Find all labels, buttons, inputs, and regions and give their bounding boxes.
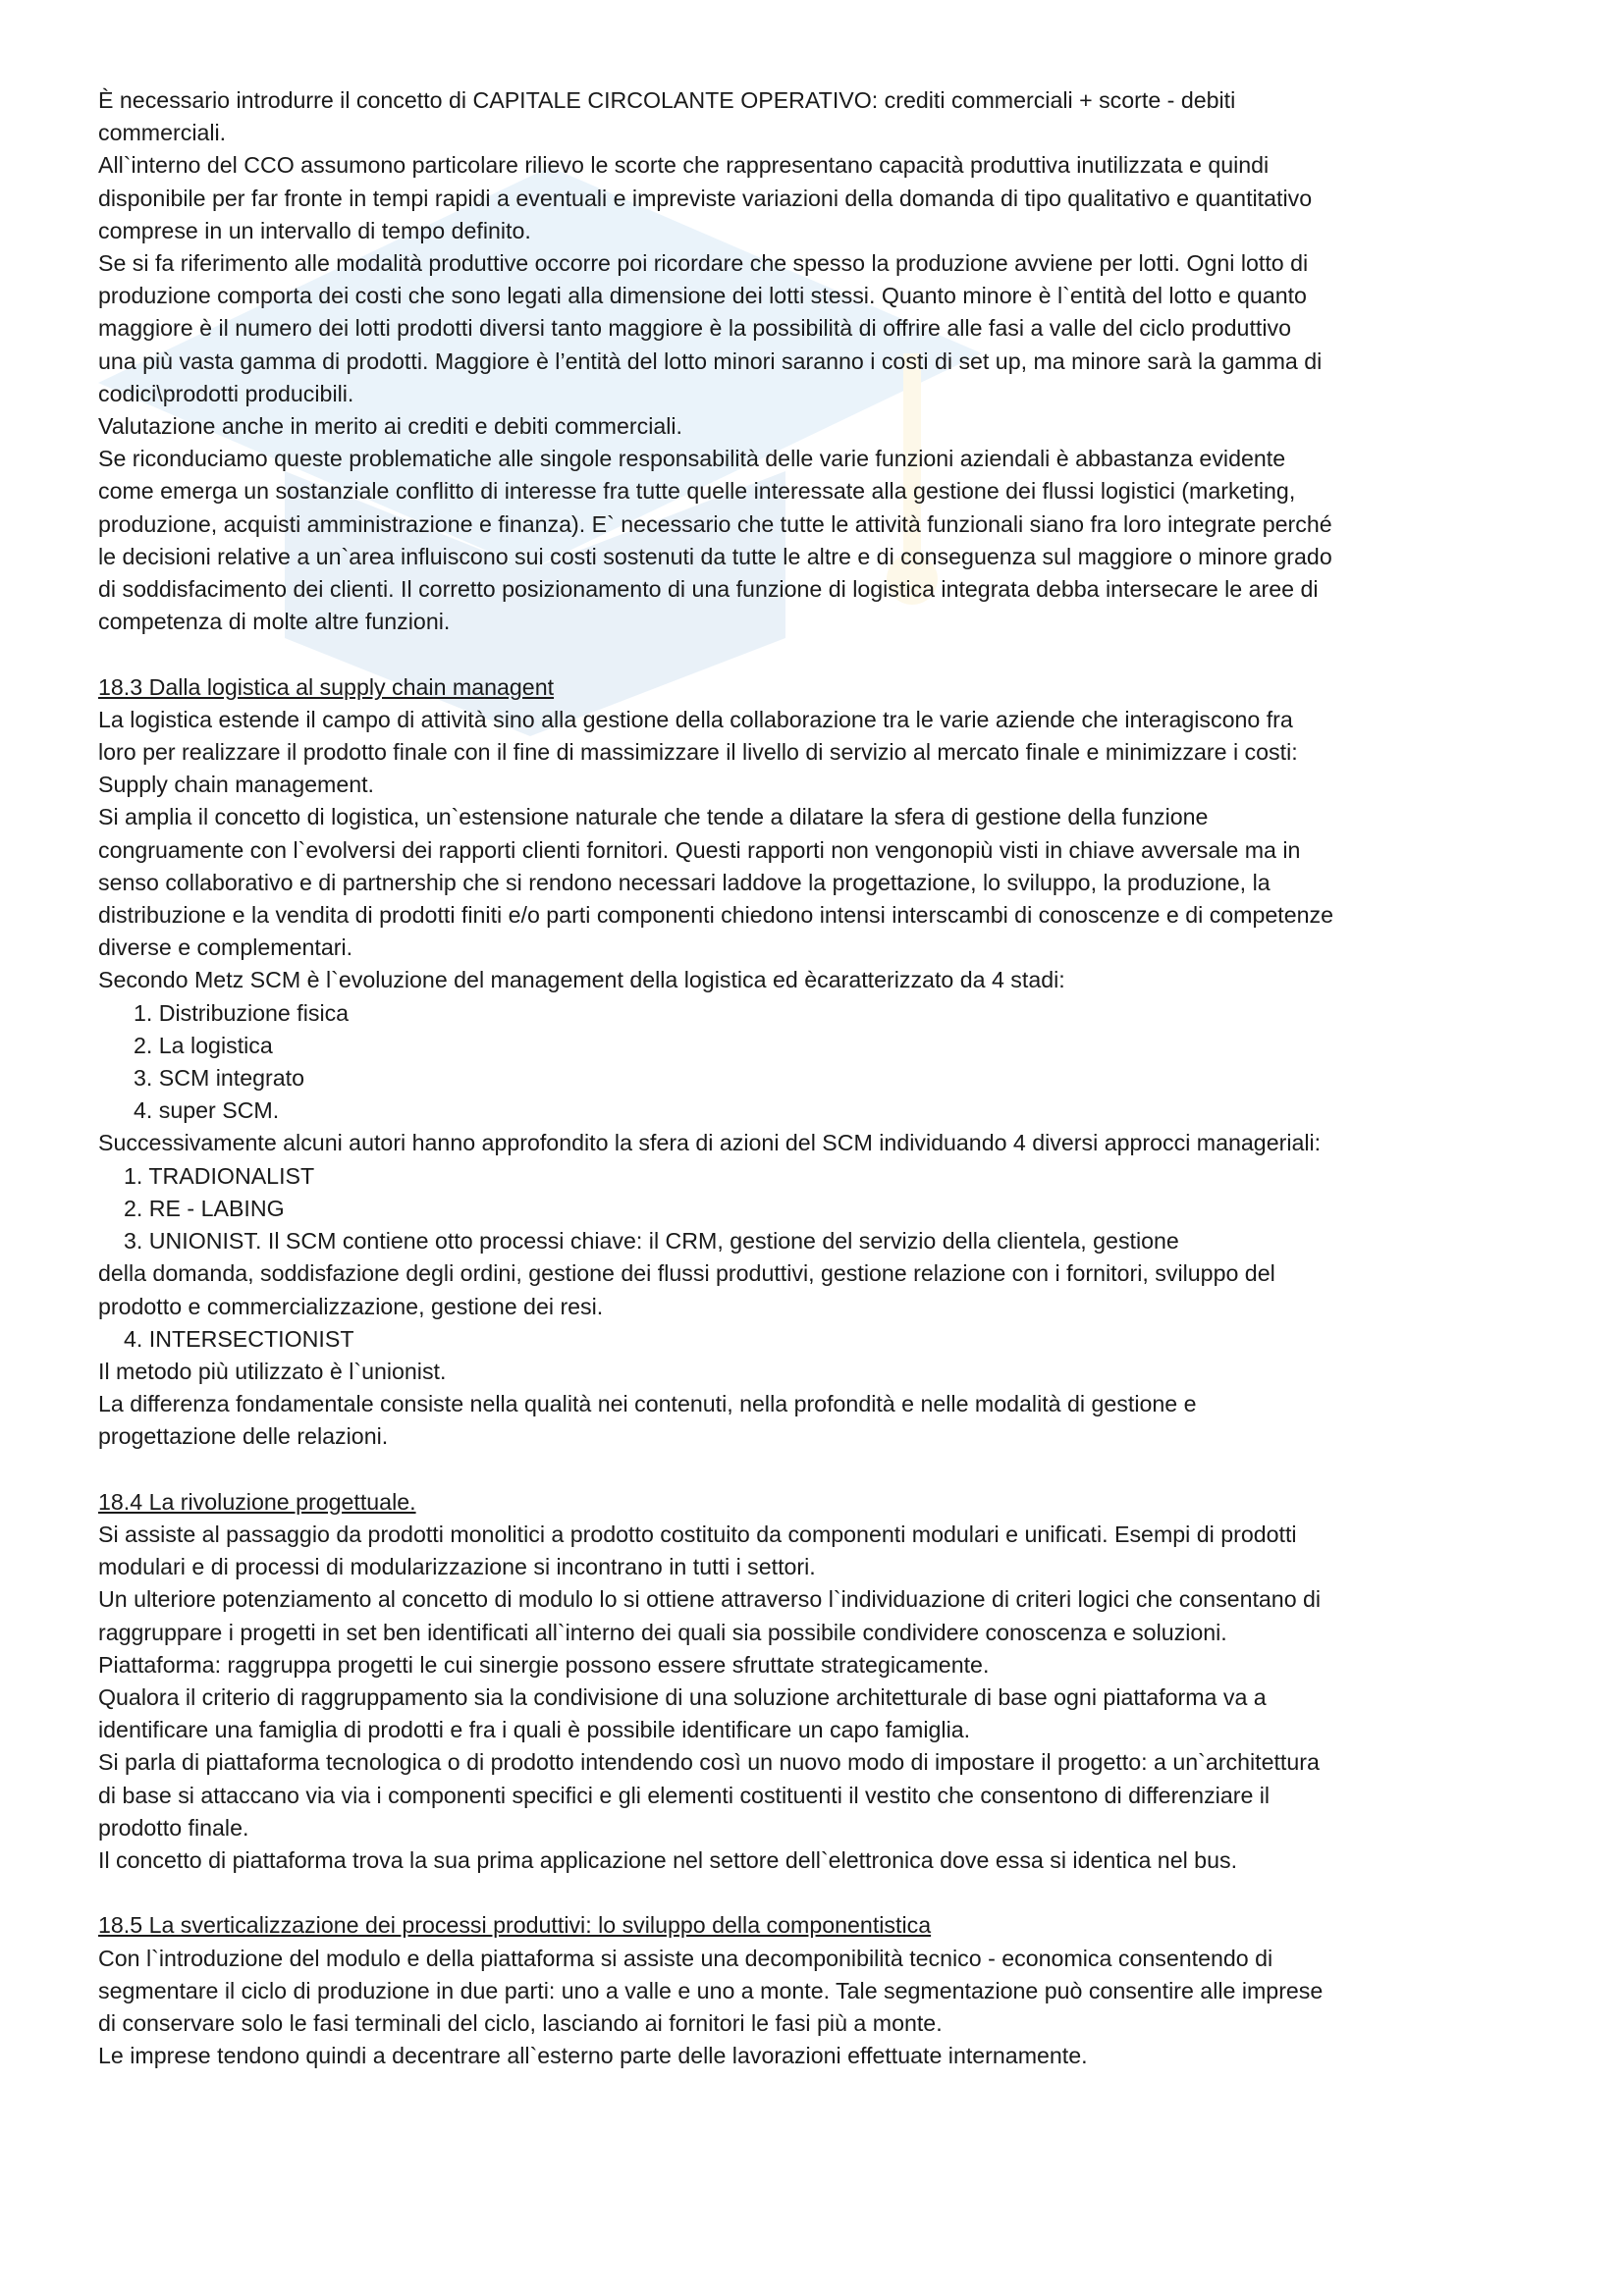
section-heading-18-4: 18.4 La rivoluzione progettuale. — [98, 1488, 416, 1515]
list-item: 3. SCM integrato — [134, 1065, 304, 1092]
list-item: 2. RE - LABING — [124, 1195, 285, 1221]
paragraph: La differenza fondamentale consiste nella qualità nei contenuti, nella profondità e nelle modalità di gestione e progettazione delle relazioni. — [98, 1391, 1197, 1450]
list-item: 4. super SCM. — [134, 1097, 280, 1124]
paragraph: Secondo Metz SCM è l`evoluzione del management della logistica ed ècaratterizzato da 4 stadi: — [98, 967, 1065, 993]
list-item: 3. UNIONIST. Il SCM contiene otto processi chiave: il CRM, gestione del servizio della clientela, gestione — [124, 1228, 1179, 1255]
paragraph: Si parla di piattaforma tecnologica o di prodotto intendendo così un nuovo modo di impostare il progetto: a un`architettura di base si attaccano via via i componenti specifici e gli elementi costituenti il vestito che consentono di differenziare il prodotto finale. — [98, 1749, 1320, 1841]
paragraph: Se riconduciamo queste problematiche alle singole responsabilità delle varie funzioni aziendali è abbastanza evidente come emerga un sostanziale conflitto di interesse fra tutte quelle interessate alla gestione dei flussi logistici (marketing, produzione, acquisti amministrazione e finanza). E` necessario che tutte le attività funzionali siano fra loro integrate perché le decisioni relative a un`area influiscono sui costi sostenuti da tutte le altre e di conseguenza sul maggiore o minore grado di soddisfacimento dei clienti. Il corretto posizionamento di una funzione di logistica integrata debba intersecare le aree di competenza di molte altre funzioni. — [98, 446, 1332, 635]
paragraph: Si amplia il concetto di logistica, un`estensione naturale che tende a dilatare la sfera di gestione della funzione congruamente con l`evolversi dei rapporti clienti fornitori. Questi rapporti non vengonopiù visti in chiave avversale ma in senso collaborativo e di partnership che si rendono necessari laddove la progettazione, lo sviluppo, la produzione, la distribuzione e la vendita di prodotti finiti e/o parti componenti chiedono intensi interscambi di conoscenze e di competenze diverse e complementari. — [98, 804, 1334, 961]
paragraph: Valutazione anche in merito ai crediti e debiti commerciali. — [98, 413, 682, 440]
list-item: 1. Distribuzione fisica — [134, 999, 350, 1026]
list-item: 1. TRADIONALIST — [124, 1162, 315, 1189]
paragraph: È necessario introdurre il concetto di CAPITALE CIRCOLANTE OPERATIVO: crediti commerciali + scorte - debiti commerciali. — [98, 87, 1236, 146]
list-item: 4. INTERSECTIONIST — [124, 1325, 354, 1352]
paragraph: Successivamente alcuni autori hanno approfondito la sfera di azioni del SCM individuando 4 diversi approcci manageriali: — [98, 1130, 1322, 1156]
paragraph: Le imprese tendono quindi a decentrare all`esterno parte delle lavorazioni effettuate internamente. — [98, 2043, 1088, 2069]
paragraph: Il metodo più utilizzato è l`unionist. — [98, 1358, 447, 1384]
paragraph: La logistica estende il campo di attività sino alla gestione della collaborazione tra le varie aziende che interagiscono fra loro per realizzare il prodotto finale con il fine di massimizzare il livello di servizio al mercato finale e minimizzare i costi: Supply chain management. — [98, 706, 1298, 798]
stages-list — [98, 997, 1335, 1128]
list-item-continuation: della domanda, soddisfazione degli ordini, gestione dei flussi produttivi, gestione relazione con i fornitori, sviluppo del prodotto e commercializzazione, gestione dei resi. — [98, 1260, 1275, 1319]
paragraph: Se si fa riferimento alle modalità produttive occorre poi ricordare che spesso la produzione avviene per lotti. Ogni lotto di produzione comporta dei costi che sono legati alla dimensione dei lotti stessi. Quanto minore è l`entità del lotto e quanto maggiore è il numero dei lotti prodotti diversi tanto maggiore è la possibilità di offrire alle fasi a valle del ciclo produttivo una più vasta gamma di prodotti. Maggiore è l’entità del lotto minori saranno i costi di set up, ma minore sarà la gamma di codici\prodotti producibili. — [98, 250, 1323, 406]
section-heading-18-3: 18.3 Dalla logistica al supply chain managent — [98, 673, 555, 700]
paragraph: Si assiste al passaggio da prodotti monolitici a prodotto costituito da componenti modulari e unificati. Esempi di prodotti modulari e di processi di modularizzazione si incontrano in tutti i settori. — [98, 1521, 1297, 1580]
paragraph: Piattaforma: raggruppa progetti le cui sinergie possono essere sfruttate strategicamente. — [98, 1651, 990, 1678]
approaches-list — [98, 1160, 1335, 1356]
paragraph: Il concetto di piattaforma trova la sua prima applicazione nel settore dell`elettronica dove essa si identica nel bus. — [98, 1846, 1238, 1873]
list-item: 2. La logistica — [134, 1032, 273, 1058]
paragraph: Con l`introduzione del modulo e della piattaforma si assiste una decomponibilità tecnico - economica consentendo di segmentare il ciclo di produzione in due parti: uno a valle e uno a monte. Tale segmentazione può consentire alle imprese di conservare solo le fasi terminali del ciclo, lasciando ai fornitori le fasi più a monte. — [98, 1945, 1324, 2036]
paragraph: All`interno del CCO assumono particolare rilievo le scorte che rappresentano capacità produttiva inutilizzata e quindi disponibile per far fronte in tempi rapidi a eventuali e impreviste variazioni della domanda di tipo qualitativo e quantitativo comprese in un intervallo di tempo definito. — [98, 152, 1313, 243]
paragraph: Un ulteriore potenziamento al concetto di modulo lo si ottiene attraverso l`individuazione di criteri logici che consentano di raggruppare i progetti in set ben identificati all`interno dei quali sia possibile condividere conoscenza e soluzioni. — [98, 1586, 1322, 1645]
section-heading-18-5: 18.5 La sverticalizzazione dei processi produttivi: lo sviluppo della componentistica — [98, 1912, 932, 1939]
paragraph: Qualora il criterio di raggruppamento sia la condivisione di una soluzione architetturale di base ogni piattaforma va a identificare una famiglia di prodotti e fra i quali è possibile identificare un capo famiglia. — [98, 1683, 1267, 1743]
document-page — [98, 84, 1335, 2072]
